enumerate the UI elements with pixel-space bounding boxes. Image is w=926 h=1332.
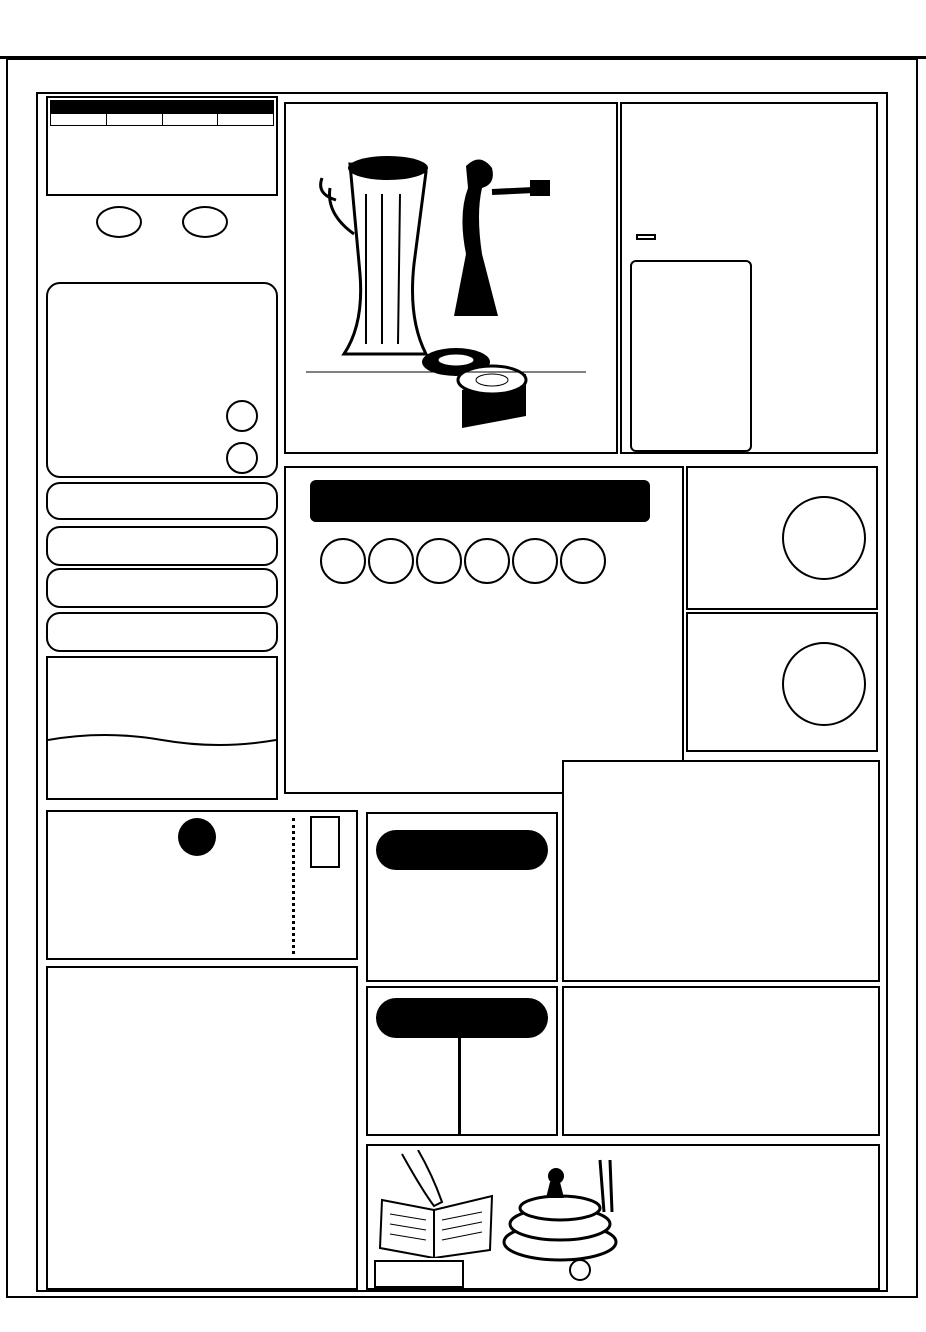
wave-divider bbox=[48, 730, 276, 750]
computer-analysis-box bbox=[284, 466, 684, 794]
computer-number bbox=[464, 538, 510, 584]
book-hand-illustration bbox=[372, 1150, 498, 1258]
header-hot bbox=[106, 114, 162, 126]
total-open-pill bbox=[376, 830, 548, 870]
special-number bbox=[226, 442, 258, 474]
special-open-pill bbox=[376, 998, 548, 1038]
rank-table-title bbox=[50, 100, 274, 113]
computer-title bbox=[310, 480, 650, 522]
right-brand-strip bbox=[892, 96, 916, 1286]
special-open-divider bbox=[458, 1038, 461, 1134]
comic-label bbox=[374, 1260, 464, 1288]
header-category bbox=[51, 114, 107, 126]
left-brand-strip bbox=[10, 96, 34, 1286]
scroll-frame bbox=[630, 260, 752, 452]
xuanji-box bbox=[46, 810, 358, 960]
computer-number bbox=[416, 538, 462, 584]
dotted-divider bbox=[292, 818, 295, 954]
computer-number bbox=[320, 538, 366, 584]
lucky-range-row bbox=[46, 612, 278, 652]
header-cold bbox=[162, 114, 218, 126]
hot-cold-number bbox=[96, 206, 142, 238]
top-brand-strip bbox=[8, 58, 918, 88]
rocks-figure-illustration bbox=[500, 1152, 640, 1282]
special-code-box bbox=[46, 282, 278, 478]
lucky-color-row bbox=[46, 568, 278, 608]
header-provide bbox=[218, 114, 274, 126]
stat-box bbox=[686, 466, 878, 610]
lucky-zodiac-row bbox=[46, 526, 278, 566]
contribution-box bbox=[46, 656, 278, 800]
stat-number bbox=[782, 496, 866, 580]
special-open-box bbox=[366, 986, 558, 1136]
puzzle-box bbox=[46, 966, 358, 1290]
special-number bbox=[226, 400, 258, 432]
main-illustration bbox=[284, 102, 618, 454]
comic-box bbox=[366, 1144, 880, 1290]
special-text-box bbox=[562, 986, 880, 1136]
hot-cold-section bbox=[46, 202, 278, 278]
computer-number bbox=[368, 538, 414, 584]
stat-box bbox=[686, 612, 878, 752]
liuhe-xuanji-box bbox=[620, 102, 878, 454]
computer-number bbox=[512, 538, 558, 584]
total-open-box bbox=[366, 812, 558, 982]
hot-cold-number bbox=[182, 206, 228, 238]
footer-text bbox=[0, 1298, 926, 1332]
rank-table bbox=[50, 113, 274, 126]
page-header bbox=[0, 0, 926, 59]
seek-code-label bbox=[636, 234, 656, 240]
computer-number bbox=[560, 538, 606, 584]
rank-table-header bbox=[51, 114, 274, 126]
lucky-special-row bbox=[46, 482, 278, 520]
stat-number bbox=[782, 642, 866, 726]
puzzle-grid bbox=[54, 1028, 354, 1284]
rank-table-box bbox=[46, 96, 278, 196]
tree-stump-man-illustration bbox=[286, 104, 616, 452]
total-text-box bbox=[562, 760, 880, 982]
xuanji-badge bbox=[178, 818, 216, 856]
xuanji-side-label bbox=[310, 816, 340, 868]
